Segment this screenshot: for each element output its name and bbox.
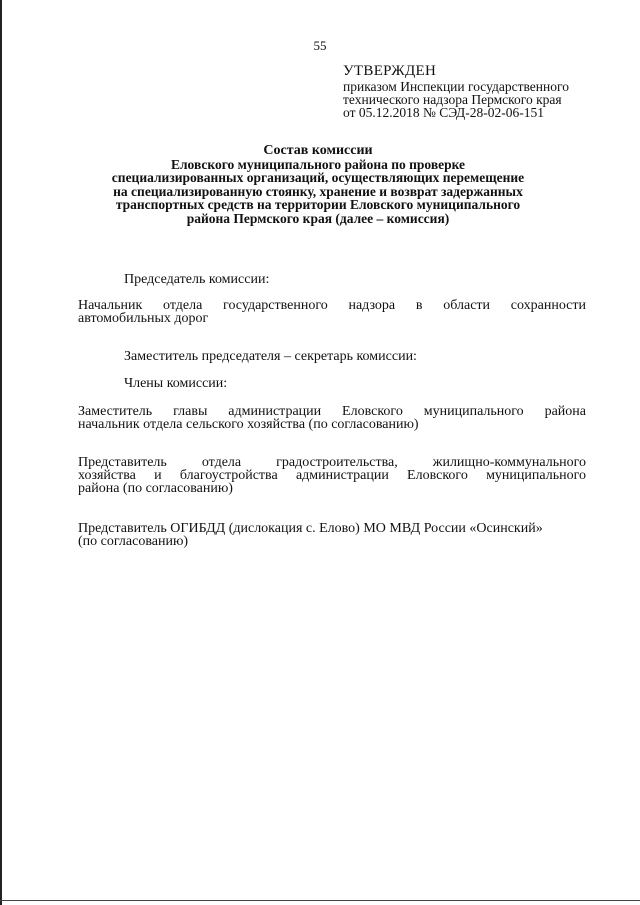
member-entry [78, 456, 586, 495]
scan-bottom-edge [0, 900, 640, 901]
title-line: Еловского муниципального района по проверке [170, 156, 466, 172]
title-line: специализированных организаций, осуществляющих перемещение [111, 170, 525, 185]
entry-line: начальник отдела сельского хозяйства (по согласованию) [78, 417, 419, 432]
entry-line: Представитель отдела градостроительства, жилищно-коммунального [78, 455, 586, 470]
member-entry [78, 522, 586, 548]
approval-line: технического надзора Пермского края [343, 92, 562, 107]
approval-stamp: УТВЕРЖДЕН [343, 63, 437, 79]
entry-line: Начальник отдела государственного надзора в области сохранности [78, 298, 586, 313]
document-title [95, 144, 541, 225]
title-line: Состав комиссии [263, 143, 373, 158]
scan-left-edge [0, 0, 2, 905]
entry-line: хозяйства и благоустройства администрации Еловского муниципального [78, 468, 586, 483]
entry-line: района (по согласованию) [78, 481, 233, 496]
entry-line: автомобильных дорог [78, 311, 209, 326]
entry-line: Представитель ОГИБДД (дислокация с. Елово) МО МВД России «Осинский» [78, 521, 543, 536]
page-number: 55 [313, 38, 327, 53]
title-line: района Пермского края (далее – комиссия) [186, 210, 450, 226]
title-line: транспортных средств на территории Еловского муниципального [115, 197, 521, 212]
entry-line: (по согласованию) [78, 534, 189, 549]
approval-line: от 05.12.2018 № СЭД-28-02-06-151 [343, 105, 544, 120]
approval-line: приказом Инспекции государственного [343, 79, 569, 94]
entry-line: Заместитель главы администрации Еловского муниципального района [78, 404, 586, 419]
chairman-entry [78, 299, 586, 325]
members-label: Члены комиссии: [124, 376, 228, 391]
approval-block [343, 64, 623, 119]
deputy-label: Заместитель председателя – секретарь комиссии: [124, 349, 417, 364]
chairman-label: Председатель комиссии: [124, 272, 270, 287]
title-line: на специализированную стоянку, хранение и возврат задержанных [113, 183, 523, 199]
member-entry [78, 405, 586, 431]
